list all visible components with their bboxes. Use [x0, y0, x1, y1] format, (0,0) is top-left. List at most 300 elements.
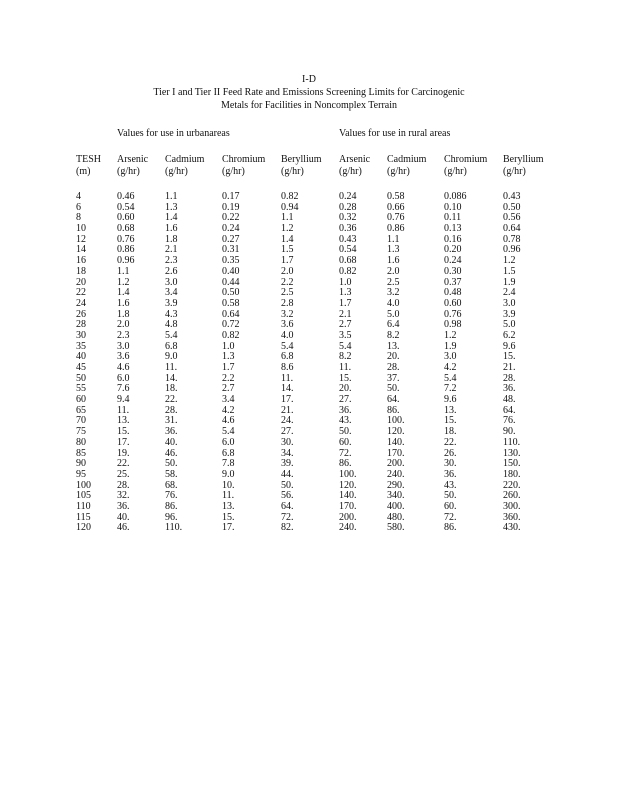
table-cell: 30.	[444, 458, 457, 470]
table-cell: 44.	[281, 468, 294, 480]
table-cell: 12	[76, 233, 86, 245]
column-unit: (g/hr)	[503, 166, 526, 177]
table-cell: 10.	[222, 479, 235, 491]
table-cell: 0.64	[222, 308, 240, 320]
table-cell: 14	[76, 244, 86, 256]
table-cell: 5.4	[165, 329, 178, 341]
table-cell: 7.8	[222, 458, 235, 470]
table-cell: 120.	[387, 426, 405, 438]
table-cell: 1.9	[444, 340, 457, 352]
column-header	[281, 154, 322, 178]
table-cell: 0.13	[444, 223, 462, 235]
column-name: TESH	[76, 154, 101, 165]
table-cell: 3.0	[117, 340, 130, 352]
table-cell: 15.	[503, 351, 516, 363]
table-cell: 86.	[165, 500, 178, 512]
table-cell: 0.30	[444, 265, 462, 277]
table-cell: 200.	[339, 511, 357, 523]
table-cell: 300.	[503, 500, 521, 512]
table-cell: 0.24	[222, 223, 240, 235]
table-cell: 1.0	[222, 340, 235, 352]
table-cell: 0.64	[503, 223, 521, 235]
table-cell: 5.4	[339, 340, 352, 352]
table-cell: 60.	[444, 500, 457, 512]
table-cell: 9.6	[444, 394, 457, 406]
table-cell: 110	[76, 500, 91, 512]
table-cell: 430.	[503, 522, 521, 534]
table-cell: 1.0	[339, 276, 352, 288]
table-cell: 36.	[339, 404, 352, 416]
table-cell: 50.	[444, 490, 457, 502]
table-cell: 3.4	[222, 394, 235, 406]
table-cell: 4.8	[165, 319, 178, 331]
table-cell: 56.	[281, 490, 294, 502]
table-cell: 2.3	[117, 329, 130, 341]
table-cell: 43.	[339, 415, 352, 427]
table-cell: 0.54	[339, 244, 357, 256]
table-cell: 1.3	[387, 244, 400, 256]
table-cell: 2.7	[222, 383, 235, 395]
table-cell: 170.	[339, 500, 357, 512]
table-column	[165, 154, 204, 534]
table-cell: 4.6	[222, 415, 235, 427]
title-block	[0, 73, 618, 112]
table-cell: 2.3	[165, 255, 178, 267]
table-cell: 1.6	[117, 297, 130, 309]
column-header	[387, 154, 426, 178]
table-cell: 0.43	[339, 233, 357, 245]
table-cell: 1.1	[117, 265, 130, 277]
table-cell: 120	[76, 522, 91, 534]
table-cell: 48.	[503, 394, 516, 406]
table-cell: 7.2	[444, 383, 457, 395]
column-unit: (g/hr)	[165, 166, 188, 177]
table-cell: 2.1	[165, 244, 178, 256]
table-cell: 0.50	[222, 287, 240, 299]
table-cell: 13.	[222, 500, 235, 512]
table-cell: 28	[76, 319, 86, 331]
table-cell: 0.16	[444, 233, 462, 245]
table-cell: 1.1	[387, 233, 400, 245]
table-cell: 11.	[165, 362, 178, 373]
table-cell: 0.78	[503, 233, 521, 245]
table-cell: 0.56	[503, 212, 521, 224]
table-cell: 85	[76, 447, 86, 459]
table-cell: 14.	[165, 372, 178, 384]
table-cell: 0.46	[117, 191, 135, 202]
table-cell: 6.0	[222, 436, 235, 448]
table-cell: 0.37	[444, 276, 462, 288]
table-cell: 100.	[339, 468, 357, 480]
column-unit: (g/hr)	[387, 166, 410, 177]
table-cell: 80	[76, 436, 86, 448]
table-column	[503, 154, 544, 534]
table-cell: 26	[76, 308, 86, 320]
table-cell: 2.4	[503, 287, 516, 299]
table-cell: 15.	[339, 372, 352, 384]
table-cell: 100.	[387, 415, 405, 427]
table-cell: 36.	[117, 500, 130, 512]
table-cell: 9.0	[222, 468, 235, 480]
table-cell: 6.4	[387, 319, 400, 331]
table-cell: 10	[76, 223, 86, 235]
table-cell: 6.8	[281, 351, 294, 363]
table-cell: 0.96	[117, 255, 135, 267]
table-cell: 11.	[222, 490, 235, 502]
table-cell: 2.6	[165, 265, 178, 277]
table-cell: 9.6	[503, 340, 516, 352]
table-cell: 24	[76, 297, 86, 309]
table-cell: 110.	[165, 522, 183, 534]
table-cell: 1.8	[165, 233, 178, 245]
column-unit: (m)	[76, 166, 91, 177]
table-cell: 3.0	[503, 297, 516, 309]
table-cell: 0.48	[444, 287, 462, 299]
table-cell: 6.2	[503, 329, 516, 341]
table-cell: 580.	[387, 522, 405, 534]
table-cell: 400.	[387, 500, 405, 512]
table-cell: 64.	[503, 404, 516, 416]
table-cell: 1.7	[339, 297, 352, 309]
table-cell: 105	[76, 490, 91, 502]
table-cell: 5.4	[444, 372, 457, 384]
table-cell: 72.	[281, 511, 294, 523]
column-header	[339, 154, 370, 178]
table-cell: 0.96	[503, 244, 521, 256]
table-cell: 1.7	[222, 362, 235, 373]
table-cell: 76.	[165, 490, 178, 502]
table-cell: 3.6	[117, 351, 130, 363]
table-cell: 95	[76, 468, 86, 480]
table-cell: 290.	[387, 479, 405, 491]
table-cell: 260.	[503, 490, 521, 502]
table-cell: 20.	[339, 383, 352, 395]
table-cell: 2.7	[339, 319, 352, 331]
table-cell: 3.6	[281, 319, 294, 331]
column-unit: (g/hr)	[444, 166, 467, 177]
table-cell: 140.	[387, 436, 405, 448]
table-cell: 13.	[117, 415, 130, 427]
table-cell: 35	[76, 340, 86, 352]
table-cell: 6.8	[165, 340, 178, 352]
table-cell: 0.82	[222, 329, 240, 341]
table-cell: 21.	[503, 362, 516, 373]
table-cell: 4.2	[444, 362, 457, 373]
table-cell: 11.	[117, 404, 130, 416]
table-cell: 60.	[339, 436, 352, 448]
table-cell: 19.	[117, 447, 130, 459]
urban-group-label: Values for use in urbanareas	[117, 128, 230, 139]
table-column	[281, 154, 322, 534]
table-cell: 3.0	[165, 276, 178, 288]
table-cell: 28.	[503, 372, 516, 384]
column-header	[76, 154, 101, 178]
column-header	[117, 154, 148, 178]
table-cell: 32.	[117, 490, 130, 502]
table-cell: 8.2	[387, 329, 400, 341]
table-cell: 3.5	[339, 329, 352, 341]
table-cell: 480.	[387, 511, 405, 523]
column-name: Chromium	[222, 154, 266, 165]
table-cell: 28.	[165, 404, 178, 416]
table-cell: 86.	[339, 458, 352, 470]
table-cell: 16	[76, 255, 86, 267]
table-cell: 1.7	[281, 255, 294, 267]
table-cell: 4.3	[165, 308, 178, 320]
table-cell: 64.	[281, 500, 294, 512]
table-cell: 130.	[503, 447, 521, 459]
table-cell: 36.	[503, 383, 516, 395]
table-cell: 55	[76, 383, 86, 395]
table-cell: 0.72	[222, 319, 240, 331]
table-cell: 15.	[117, 426, 130, 438]
table-cell: 240.	[339, 522, 357, 534]
table-cell: 30	[76, 329, 86, 341]
table-id: I-D	[302, 74, 316, 85]
table-cell: 200.	[387, 458, 405, 470]
table-cell: 13.	[387, 340, 400, 352]
table-cell: 30.	[281, 436, 294, 448]
table-cell: 1.3	[222, 351, 235, 363]
table-cell: 46.	[165, 447, 178, 459]
table-cell: 220.	[503, 479, 521, 491]
table-cell: 1.4	[117, 287, 130, 299]
table-cell: 1.2	[444, 329, 457, 341]
table-cell: 0.086	[444, 191, 467, 202]
table-cell: 31.	[165, 415, 178, 427]
table-cell: 75	[76, 426, 86, 438]
table-cell: 58.	[165, 468, 178, 480]
table-cell: 0.76	[387, 212, 405, 224]
table-column	[387, 154, 426, 534]
table-cell: 11.	[281, 372, 294, 384]
table-column	[222, 154, 265, 534]
column-name: Arsenic	[339, 154, 371, 165]
table-cell: 22.	[444, 436, 457, 448]
table-cell: 360.	[503, 511, 521, 523]
table-cell: 6.8	[222, 447, 235, 459]
table-cell: 240.	[387, 468, 405, 480]
table-column	[339, 154, 370, 534]
table-cell: 40.	[165, 436, 178, 448]
table-cell: 27.	[339, 394, 352, 406]
table-cell: 40.	[117, 511, 130, 523]
table-cell: 26.	[444, 447, 457, 459]
column-header	[503, 154, 544, 178]
table-cell: 0.68	[117, 223, 135, 235]
table-cell: 0.27	[222, 233, 240, 245]
table-cell: 17.	[222, 522, 235, 534]
table-cell: 0.60	[444, 297, 462, 309]
column-header	[222, 154, 265, 178]
table-cell: 2.1	[339, 308, 352, 320]
column-name: Cadmium	[165, 154, 205, 165]
table-cell: 86.	[387, 404, 400, 416]
table-cell: 96.	[165, 511, 178, 523]
table-title-line-1: Tier I and Tier II Feed Rate and Emissions Screening Limits for Carcinogenic	[153, 87, 465, 98]
table-cell: 4.2	[222, 404, 235, 416]
table-cell: 8.2	[339, 351, 352, 363]
table-cell: 50	[76, 372, 86, 384]
table-cell: 0.76	[117, 233, 135, 245]
table-cell: 27.	[281, 426, 294, 438]
table-cell: 0.68	[339, 255, 357, 267]
table-title-line-2: Metals for Facilities in Noncomplex Terrain	[220, 100, 397, 111]
table-cell: 0.58	[222, 297, 240, 309]
table-cell: 7.6	[117, 383, 130, 395]
column-unit: (g/hr)	[222, 166, 245, 177]
table-cell: 3.4	[165, 287, 178, 299]
table-cell: 4.6	[117, 362, 130, 373]
table-cell: 0.76	[444, 308, 462, 320]
table-cell: 0.22	[222, 212, 240, 224]
table-cell: 72.	[444, 511, 457, 523]
column-name: Beryllium	[503, 154, 544, 165]
table-cell: 72.	[339, 447, 352, 459]
table-cell: 5.0	[387, 308, 400, 320]
table-cell: 86.	[444, 522, 457, 534]
table-cell: 25.	[117, 468, 130, 480]
table-cell: 64.	[387, 394, 400, 406]
table-cell: 46.	[117, 522, 130, 534]
table-cell: 39.	[281, 458, 294, 470]
column-unit: (g/hr)	[281, 166, 304, 177]
table-cell: 2.5	[387, 276, 400, 288]
table-cell: 1.8	[117, 308, 130, 320]
table-cell: 22.	[117, 458, 130, 470]
table-cell: 0.10	[444, 201, 462, 213]
table-cell: 0.28	[339, 201, 357, 213]
table-cell: 0.32	[339, 212, 357, 224]
table-cell: 5.0	[503, 319, 516, 331]
table-cell: 8.6	[281, 362, 294, 373]
table-cell: 5.4	[281, 340, 294, 352]
table-cell: 0.60	[117, 212, 135, 224]
table-cell: 50.	[387, 383, 400, 395]
table-cell: 1.2	[281, 223, 294, 235]
table-cell: 100	[76, 479, 91, 491]
rural-group-label: Values for use in rural areas	[339, 128, 451, 139]
table-cell: 1.4	[165, 212, 178, 224]
table-cell: 1.3	[339, 287, 352, 299]
table-cell: 40	[76, 351, 86, 363]
table-column	[76, 154, 101, 534]
table-cell: 2.0	[117, 319, 130, 331]
column-header	[444, 154, 487, 178]
table-cell: 3.2	[387, 287, 400, 299]
table-cell: 0.58	[387, 191, 405, 202]
table-cell: 1.1	[165, 191, 178, 202]
table-cell: 140.	[339, 490, 357, 502]
column-name: Chromium	[444, 154, 488, 165]
table-cell: 6	[76, 201, 81, 213]
table-cell: 1.6	[165, 223, 178, 235]
table-cell: 9.4	[117, 394, 130, 406]
table-cell: 1.1	[281, 212, 294, 224]
table-cell: 15.	[444, 415, 457, 427]
table-cell: 0.11	[444, 212, 462, 224]
table-cell: 1.2	[117, 276, 130, 288]
table-cell: 18	[76, 265, 86, 277]
table-cell: 3.2	[281, 308, 294, 320]
table-cell: 0.24	[339, 191, 357, 202]
table-cell: 18.	[165, 383, 178, 395]
table-cell: 90.	[503, 426, 516, 438]
table-column	[117, 154, 148, 534]
table-cell: 0.82	[339, 265, 357, 277]
table-cell: 28.	[387, 362, 400, 373]
column-unit: (g/hr)	[117, 166, 140, 177]
table-cell: 115	[76, 511, 91, 523]
table-cell: 180.	[503, 468, 521, 480]
table-cell: 0.17	[222, 191, 240, 202]
table-cell: 3.9	[503, 308, 516, 320]
table-cell: 1.6	[387, 255, 400, 267]
table-cell: 120.	[339, 479, 357, 491]
table-cell: 11.	[339, 362, 352, 373]
table-cell: 2.5	[281, 287, 294, 299]
table-cell: 17.	[117, 436, 130, 448]
table-cell: 150.	[503, 458, 521, 470]
table-cell: 2.2	[281, 276, 294, 288]
table-cell: 0.35	[222, 255, 240, 267]
table-cell: 0.36	[339, 223, 357, 235]
table-cell: 0.19	[222, 201, 240, 213]
table-cell: 0.40	[222, 265, 240, 277]
table-cell: 0.43	[503, 191, 521, 202]
table-cell: 43.	[444, 479, 457, 491]
column-unit: (g/hr)	[339, 166, 362, 177]
table-cell: 21.	[281, 404, 294, 416]
table-cell: 76.	[503, 415, 516, 427]
table-cell: 50.	[165, 458, 178, 470]
table-cell: 50.	[281, 479, 294, 491]
table-cell: 9.0	[165, 351, 178, 363]
table-column	[444, 154, 487, 534]
column-header	[165, 154, 204, 178]
table-cell: 0.31	[222, 244, 240, 256]
table-cell: 0.50	[503, 201, 521, 213]
table-cell: 2.0	[387, 265, 400, 277]
table-cell: 1.3	[165, 201, 178, 213]
table-cell: 70	[76, 415, 86, 427]
table-cell: 2.8	[281, 297, 294, 309]
column-name: Cadmium	[387, 154, 427, 165]
table-cell: 4	[76, 191, 81, 202]
table-cell: 22	[76, 287, 86, 299]
table-cell: 0.82	[281, 191, 299, 202]
table-cell: 0.20	[444, 244, 462, 256]
table-cell: 68.	[165, 479, 178, 491]
table-cell: 2.0	[281, 265, 294, 277]
table-cell: 1.5	[503, 265, 516, 277]
table-cell: 0.86	[117, 244, 135, 256]
table-cell: 0.66	[387, 201, 405, 213]
table-cell: 0.86	[387, 223, 405, 235]
table-cell: 90	[76, 458, 86, 470]
table-cell: 1.5	[281, 244, 294, 256]
table-cell: 170.	[387, 447, 405, 459]
table-cell: 14.	[281, 383, 294, 395]
table-cell: 65	[76, 404, 86, 416]
table-cell: 3.0	[444, 351, 457, 363]
table-cell: 0.98	[444, 319, 462, 331]
table-cell: 18.	[444, 426, 457, 438]
table-cell: 6.0	[117, 372, 130, 384]
table-cell: 0.44	[222, 276, 240, 288]
table-cell: 3.9	[165, 297, 178, 309]
column-name: Beryllium	[281, 154, 322, 165]
